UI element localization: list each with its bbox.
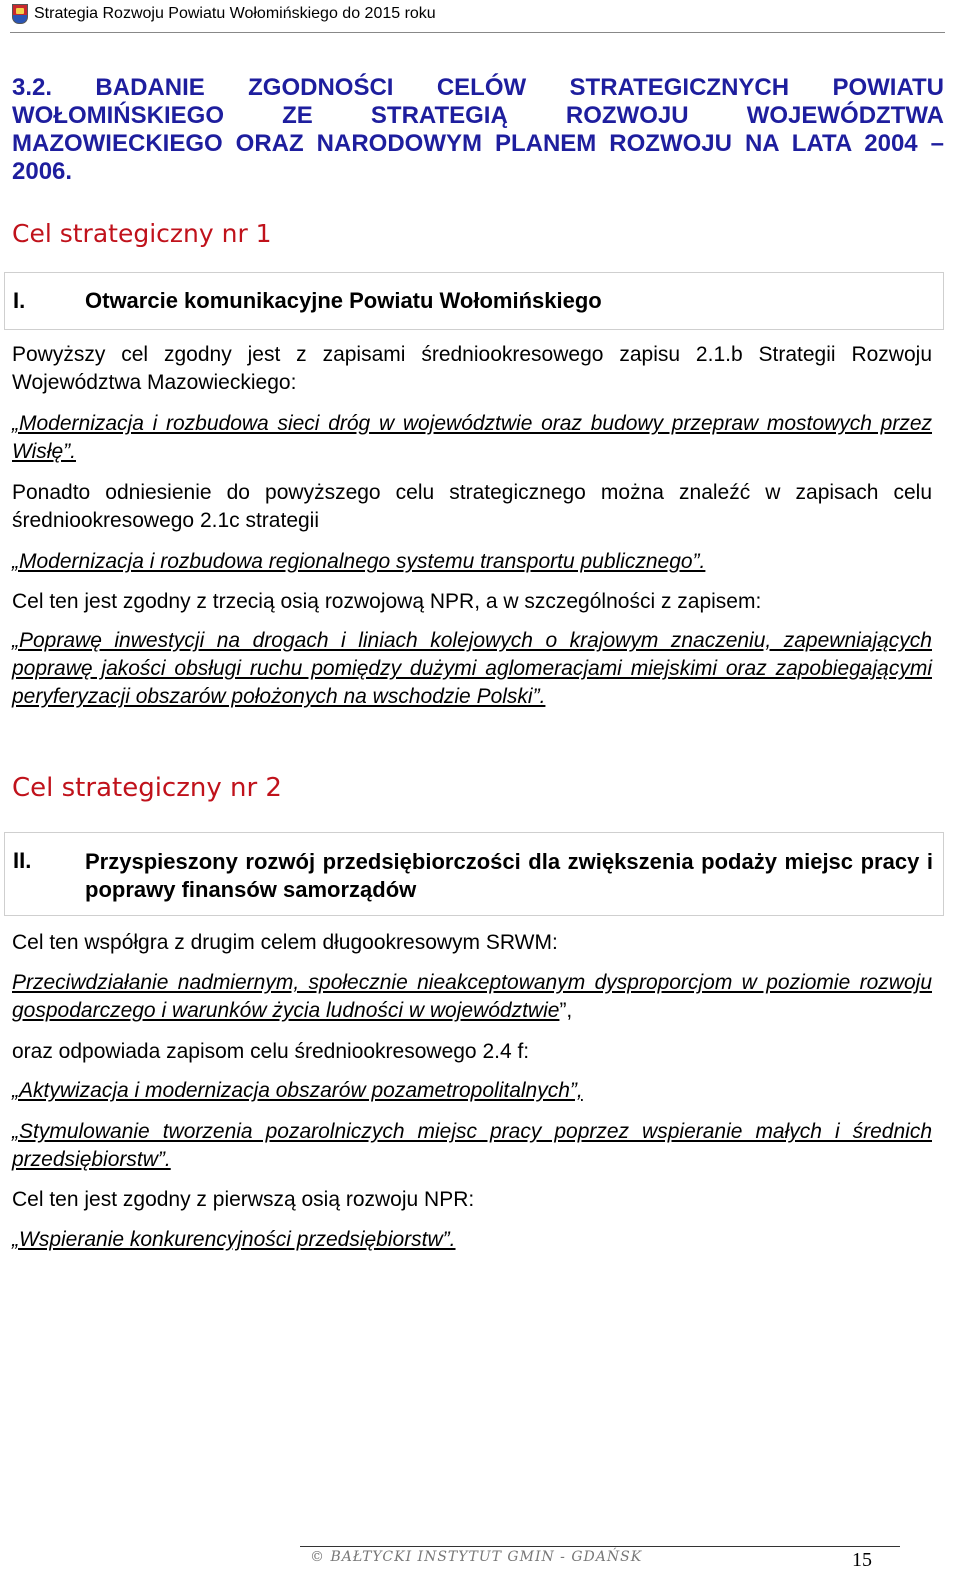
- goal1-heading: Cel strategiczny nr 1: [12, 219, 272, 248]
- goal2-quote-4: „Wspieranie konkurencyjności przedsiębiorstw”.: [12, 1228, 456, 1251]
- page-number: 15: [852, 1549, 872, 1571]
- goal2-quote-3: „Stymulowanie tworzenia pozarolniczych miejsc pracy poprzez wspieranie małych i średnich przedsiębiorstw”.: [12, 1120, 932, 1171]
- goal2-paragraph-1: Cel ten współgra z drugim celem długookresowym SRWM:: [12, 931, 558, 954]
- goal1-roman: I.: [13, 288, 26, 313]
- goal1-paragraph-2: Ponadto odniesienie do powyższego celu strategicznego można znaleźć w zapisach celu średniookresowego 2.1c strategii: [12, 481, 932, 532]
- goal2-title: Przyspieszony rozwój przedsiębiorczości dla zwiększenia podaży miejsc pracy i poprawy finansów samorządów: [85, 849, 933, 902]
- page-header: [0, 0, 960, 32]
- goal1-quote-1: „Modernizacja i rozbudowa sieci dróg w województwie oraz budowy przepraw mostowych przez Wisłę”.: [12, 412, 932, 463]
- goal1-quote-2: „Modernizacja i rozbudowa regionalnego systemu transportu publicznego”.: [12, 550, 706, 573]
- goal1-quote-3: „Poprawę inwestycji na drogach i liniach kolejowych o krajowym znaczeniu, zapewniających poprawę jakości obsługi ruchu pomiędzy dużymi aglomeracjami miejskimi oraz zapobiegającymi peryferyzacji obszarów położonych na wschodzie Polski”.: [12, 629, 932, 708]
- goal2-quote-1-suffix: ”,: [559, 999, 573, 1022]
- footer-divider: [300, 1546, 900, 1547]
- footer-text: © BAŁTYCKI INSTYTUT GMIN - GDAŃSK: [310, 1549, 643, 1565]
- goal2-quote-2: „Aktywizacja i modernizacja obszarów pozametropolitalnych”,: [12, 1079, 583, 1102]
- goal1-title: Otwarcie komunikacyjne Powiatu Wołomińskiego: [85, 288, 602, 313]
- goal2-quote-1-block: [12, 969, 932, 1025]
- goal2-title-box: [4, 832, 944, 916]
- goal2-roman: II.: [13, 848, 32, 873]
- goal1-title-box: [4, 272, 944, 330]
- goal2-paragraph-2: oraz odpowiada zapisom celu średniookresowego 2.4 f:: [12, 1040, 530, 1063]
- goal2-paragraph-3: Cel ten jest zgodny z pierwszą osią rozwoju NPR:: [12, 1188, 475, 1211]
- goal1-paragraph-3: Cel ten jest zgodny z trzecią osią rozwojową NPR, a w szczególności z zapisem:: [12, 590, 762, 613]
- goal2-quote-1: Przeciwdziałanie nadmiernym, społecznie nieakceptowanym dysproporcjom w poziomie rozwoju gospodarczego i warunków życia ludności w województwie: [12, 971, 932, 1022]
- section-heading: 3.2. BADANIE ZGODNOŚCI CELÓW STRATEGICZNYCH POWIATU WOŁOMIŃSKIEGO ZE STRATEGIĄ ROZWOJU WOJEWÓDZTWA MAZOWIECKIEGO ORAZ NARODOWYM PLANEM ROZWOJU NA LATA 2004 – 2006.: [12, 74, 944, 185]
- header-title: Strategia Rozwoju Powiatu Wołomińskiego do 2015 roku: [34, 5, 436, 22]
- header-divider: [10, 32, 945, 33]
- goal2-heading: Cel strategiczny nr 2: [12, 773, 282, 803]
- coat-of-arms-icon: [12, 4, 28, 24]
- goal1-paragraph-1: Powyższy cel zgodny jest z zapisami średniookresowego zapisu 2.1.b Strategii Rozwoju Województwa Mazowieckiego:: [12, 343, 932, 394]
